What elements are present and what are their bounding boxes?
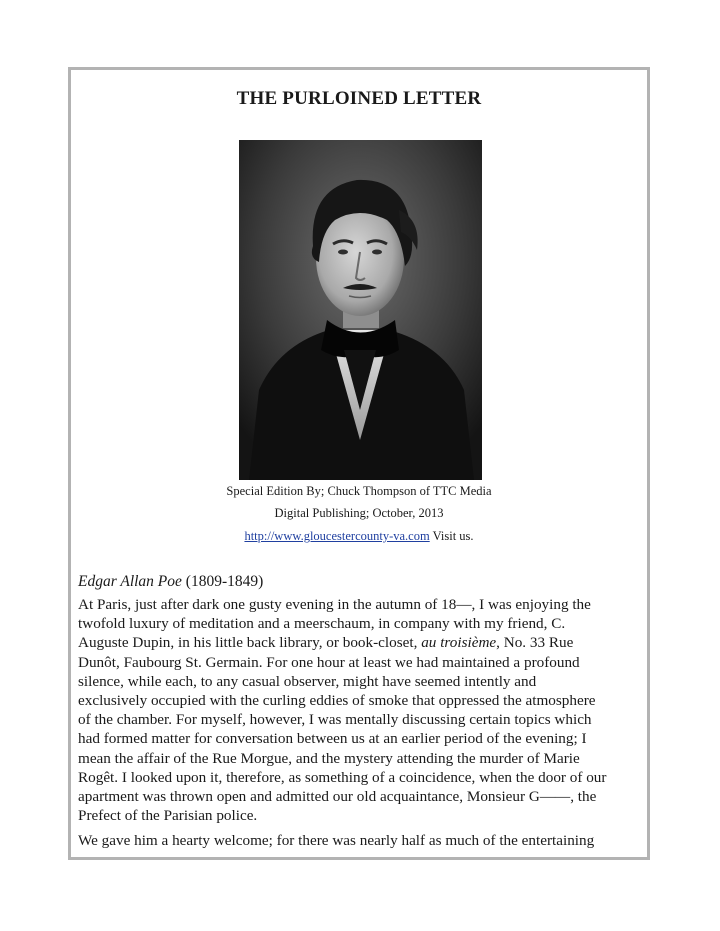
text-line: twofold luxury of meditation and a meerschaum, in company with my friend, C. <box>78 615 566 633</box>
text-line: At Paris, just after dark one gusty evening in the autumn of 18—, I was enjoying the <box>78 596 591 613</box>
text-line: had formed matter for conversation between us at an earlier period of the evening; I <box>78 730 587 748</box>
paragraph-2-line: We gave him a hearty welcome; for there was nearly half as much of the entertaining <box>78 832 595 850</box>
page-title: THE PURLOINED LETTER <box>236 88 482 109</box>
credit-line-edition: Special Edition By; Chuck Thompson of TTC Media <box>226 484 492 498</box>
text-line: mean the affair of the Rue Morgue, and the mystery attending the murder of Marie <box>78 749 580 767</box>
text-line-start: Auguste Dupin, in his little back library, or book-closet, <box>78 634 418 652</box>
story-text <box>78 595 641 851</box>
text-line: Dunôt, Faubourg St. Germain. For one hour at least we had maintained a profound <box>78 653 580 671</box>
italic-phrase: au troisième <box>421 634 497 652</box>
text-line: silence, while each, to any casual observer, might have seemed intently and <box>78 672 537 690</box>
credit-line-publishing: Digital Publishing; October, 2013 <box>274 506 444 520</box>
author-portrait <box>239 140 482 480</box>
page-frame <box>68 67 650 860</box>
credit-line-link <box>71 529 647 544</box>
author-line <box>78 573 263 591</box>
text-line <box>78 633 641 652</box>
text-line: exclusively occupied with the curling eddies of smoke that oppressed the atmosphere <box>78 692 596 710</box>
visit-us-text: Visit us. <box>432 529 474 543</box>
text-line: Prefect of the Parisian police. <box>78 807 258 825</box>
portrait-illustration <box>239 140 482 480</box>
author-name: Edgar Allan Poe <box>78 573 182 590</box>
author-dates: (1809-1849) <box>185 573 264 590</box>
text-line: Rogêt. I looked upon it, therefore, as something of a coincidence, when the door of our <box>78 768 607 786</box>
text-line: of the chamber. For myself, however, I was mentally discussing certain topics which <box>78 711 592 729</box>
text-line: apartment was thrown open and admitted our old acquaintance, Monsieur G——, the <box>78 788 597 806</box>
website-link[interactable]: http://www.gloucestercounty-va.com <box>244 529 430 543</box>
text-line-end: , No. 33 Rue <box>496 634 574 652</box>
